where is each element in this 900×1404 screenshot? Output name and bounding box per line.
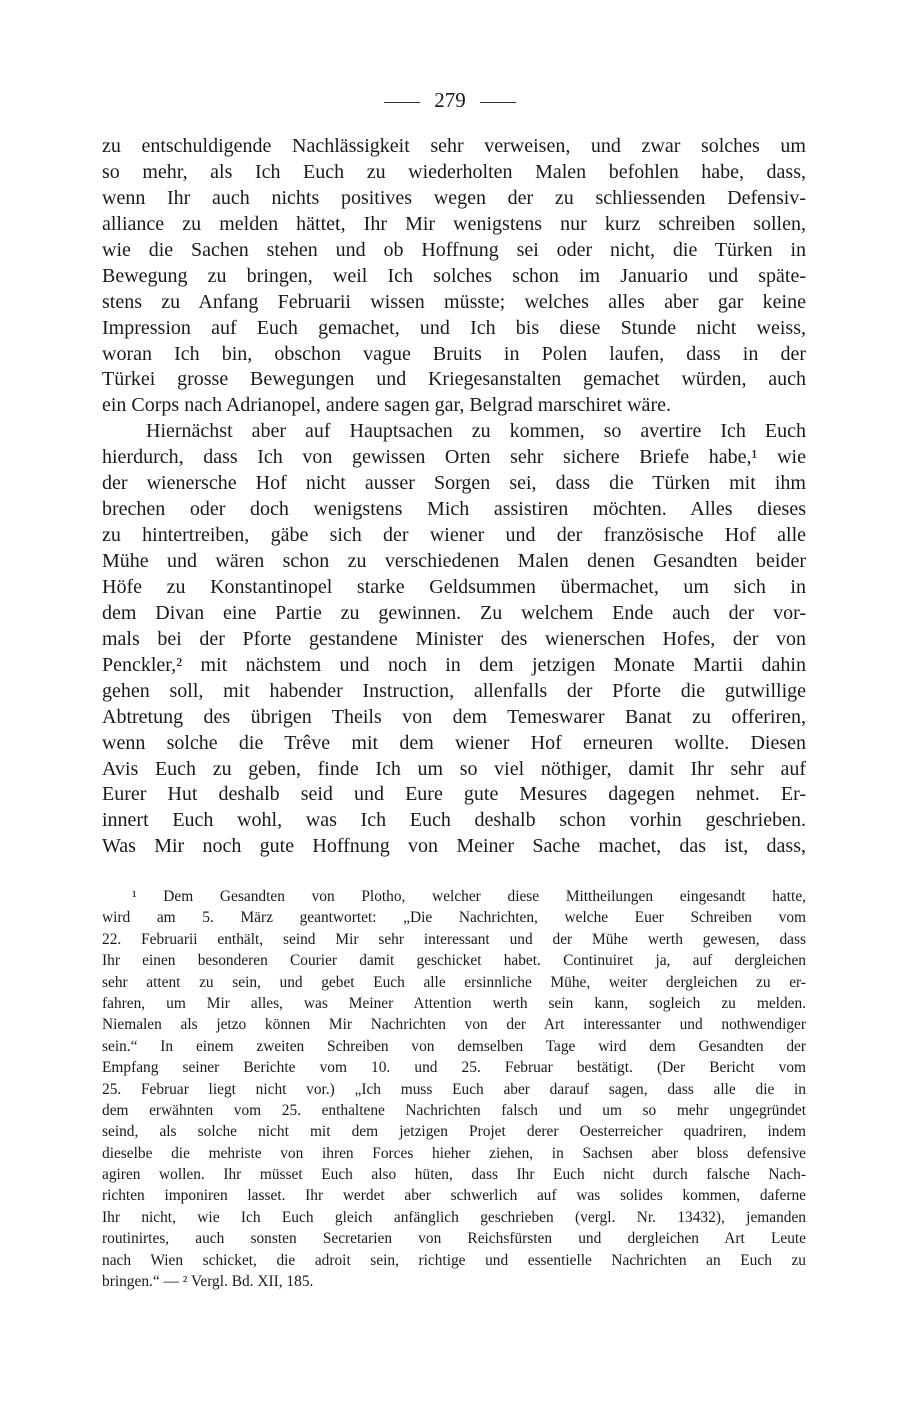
- text-line: der wienersche Hof nicht ausser Sorgen sei, dass die Türken mit ihm: [102, 472, 806, 495]
- footnote-line: Ihr einen besonderen Courier damit geschicket habet. Continuiret ja, auf dergleichen: [102, 952, 806, 970]
- footnote-line: ¹ Dem Gesandten von Plotho, welcher diese Mittheilungen eingesandt hatte,: [132, 888, 806, 905]
- footnote-line: dem erwähnten vom 25. enthaltene Nachrichten falsch und um so mehr ungegründet: [102, 1101, 806, 1119]
- footnote-line: sein.“ In einem zweiten Schreiben von demselben Tage wird dem Gesandten der: [102, 1037, 806, 1055]
- text-line: zu entschuldigende Nachlässigkeit sehr verweisen, und zwar solches um: [102, 135, 806, 157]
- footnote-line: Niemalen als jetzo können Mir Nachrichten von der Art interessanter und nothwendiger: [102, 1016, 806, 1034]
- text-line: stens zu Anfang Februarii wissen müsste; welches alles aber gar keine: [102, 290, 806, 313]
- footnote-line: richten imponiren lasset. Ihr werdet aber schwerlich auf was solides kommen, daferne: [102, 1187, 806, 1205]
- text-line: Abtretung des übrigen Theils von dem Temeswarer Banat zu offeriren,: [102, 705, 806, 728]
- main-text: [102, 134, 806, 860]
- footnote-line: routinirtes, auch sonsten Secretarien von Reichsfürsten und dergleichen Art Leute: [102, 1230, 806, 1248]
- text-line: mals bei der Pforte gestandene Minister des wienerschen Hofes, der von: [102, 627, 806, 650]
- text-line: Impression auf Euch gemachet, und Ich bis diese Stunde nicht weiss,: [102, 316, 806, 339]
- header-rule-left: [384, 102, 420, 103]
- text-line: Penckler,² mit nächstem und noch in dem jetzigen Monate Martii dahin: [102, 653, 806, 676]
- footnote-line: fahren, um Mir alles, was Meiner Attention werth sein kann, sogleich zu melden.: [102, 994, 806, 1012]
- text-line: so mehr, als Ich Euch zu wiederholten Malen befohlen habe, dass,: [102, 160, 806, 183]
- text-line: wie die Sachen stehen und ob Hoffnung sei oder nicht, die Türken in: [102, 238, 806, 261]
- footnote-line: bringen.“ — ² Vergl. Bd. XII, 185.: [102, 1273, 314, 1291]
- footnote-line: 25. Februar liegt nicht vor.) „Ich muss Euch aber darauf sagen, dass alle die in: [102, 1080, 806, 1098]
- text-line: Mühe und wären schon zu verschiedenen Malen denen Gesandten beider: [102, 550, 806, 572]
- text-line: Was Mir noch gute Hoffnung von Meiner Sache machet, das ist, dass,: [102, 835, 806, 858]
- footnotes: [102, 886, 806, 1292]
- text-line: gehen soll, mit habender Instruction, allenfalls der Pforte die gutwillige: [102, 679, 806, 702]
- text-line: Avis Euch zu geben, finde Ich um so viel nöthiger, damit Ihr sehr auf: [102, 757, 806, 780]
- footnote-line: agiren wollen. Ihr müsset Euch also hüten, dass Ihr Euch nicht durch falsche Nach-: [102, 1166, 806, 1184]
- page-number: 279: [434, 88, 466, 112]
- text-line: zu hintertreiben, gäbe sich der wiener und der französische Hof alle: [102, 524, 806, 547]
- text-line: hierdurch, dass Ich von gewissen Orten sehr sichere Briefe habe,¹ wie: [102, 446, 806, 469]
- header-rule-right: [480, 102, 516, 103]
- footnote-line: nach Wien schicket, die adroit sein, richtige und essentielle Nachrichten an Euch zu: [102, 1251, 806, 1269]
- text-line: brechen oder doch wenigstens Mich assistiren möchten. Alles dieses: [102, 498, 806, 521]
- footnote-line: sehr attent zu sein, und gebet Euch alle ersinnliche Mühe, weiter dergleichen zu er-: [102, 973, 806, 991]
- text-line: woran Ich bin, obschon vague Bruits in Polen laufen, dass in der: [102, 342, 806, 365]
- footnote-line: Ihr nicht, wie Ich Euch gleich anfänglich geschrieben (vergl. Nr. 13432), jemanden: [102, 1208, 806, 1226]
- text-line: Bewegung zu bringen, weil Ich solches schon im Januario und späte-: [102, 264, 806, 287]
- text-line: Eurer Hut deshalb seid und Eure gute Mesures dagegen nehmet. Er-: [102, 783, 806, 806]
- footnote-line: dieselbe die mehriste von ihren Forces hieher ziehen, in Sachsen aber bloss defensive: [102, 1144, 806, 1162]
- text-line: wenn Ihr auch nichts positives wegen der zu schliessenden Defensiv-: [102, 186, 806, 209]
- text-line: Türkei grosse Bewegungen und Kriegesanstalten gemachet würden, auch: [102, 368, 806, 391]
- text-line: ein Corps nach Adrianopel, andere sagen gar, Belgrad marschiret wäre.: [102, 394, 671, 417]
- text-line: wenn solche die Trêve mit dem wiener Hof erneuren wollte. Diesen: [102, 731, 806, 754]
- footnote-line: wird am 5. März geantwortet: „Die Nachrichten, welche Euer Schreiben vom: [102, 909, 806, 927]
- text-line: Hiernächst aber auf Hauptsachen zu kommen, so avertire Ich Euch: [146, 420, 806, 443]
- text-line: Höfe zu Konstantinopel starke Geldsummen übermachet, um sich in: [102, 575, 806, 598]
- footnote-line: 22. Februarii enthält, seind Mir sehr interessant und der Mühe werth gewesen, dass: [102, 930, 806, 948]
- text-line: alliance zu melden hättet, Ihr Mir wenigstens nur kurz schreiben sollen,: [102, 212, 806, 235]
- text-line: innert Euch wohl, was Ich Euch deshalb schon vorhin geschrieben.: [102, 809, 806, 832]
- page-header: [0, 88, 900, 112]
- footnote-line: Empfang seiner Berichte vom 10. und 25. Februar bestätigt. (Der Bericht vom: [102, 1059, 806, 1077]
- text-line: dem Divan eine Partie zu gewinnen. Zu welchem Ende auch der vor-: [102, 601, 806, 624]
- footnote-line: seind, als solche nicht mit dem jetzigen Projet derer Oesterreicher quadriren, indem: [102, 1123, 806, 1141]
